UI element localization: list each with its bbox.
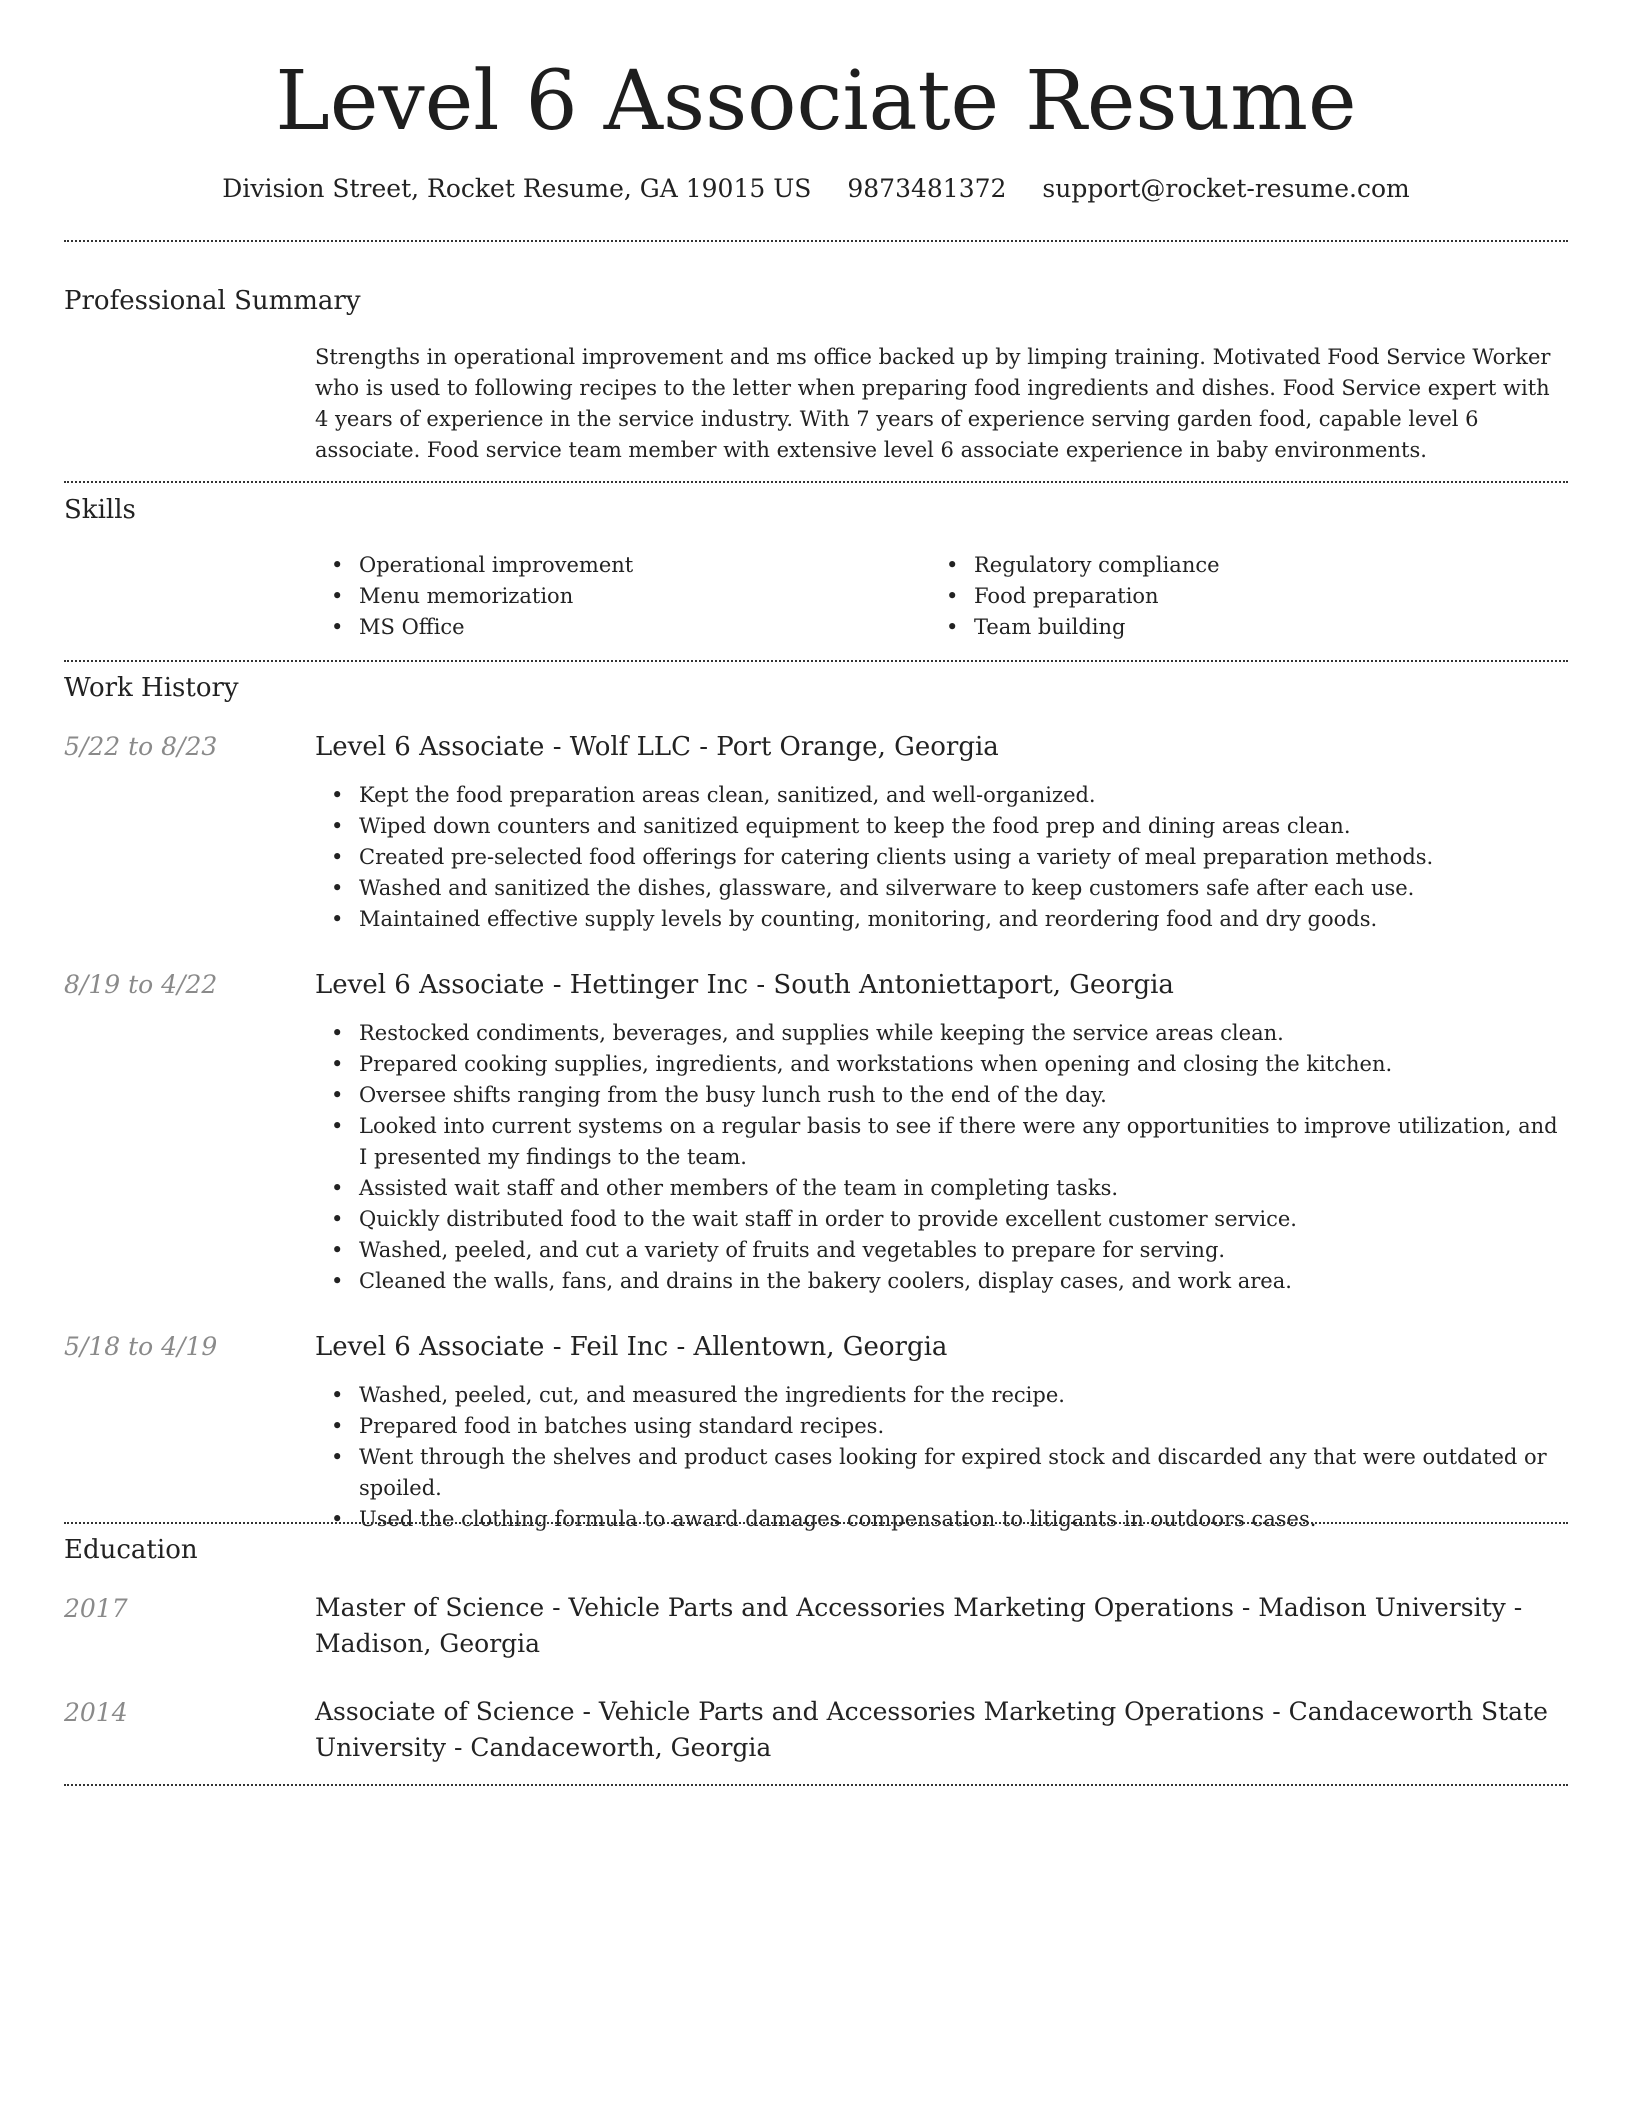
job-bullet: • Maintained effective supply levels by counting, monitoring, and reordering food and dry goods. xyxy=(315,904,1568,935)
section-heading-summary: Professional Summary xyxy=(64,286,361,316)
resume-title: Level 6 Associate Resume xyxy=(275,54,1357,149)
job-bullet: • Cleaned the walls, fans, and drains in the bakery coolers, display cases, and work area. xyxy=(315,1266,1568,1297)
job-bullet: • Washed, peeled, and cut a variety of fruits and vegetables to prepare for serving. xyxy=(315,1235,1568,1266)
skill-item: • MS Office xyxy=(315,612,915,643)
job-bullet: • Kept the food preparation areas clean, sanitized, and well-organized. xyxy=(315,780,1568,811)
job-bullet: • Washed and sanitized the dishes, glassware, and silverware to keep customers safe after each use. xyxy=(315,873,1568,904)
section-heading-skills: Skills xyxy=(64,495,136,525)
job-bullet: • Oversee shifts ranging from the busy lunch rush to the end of the day. xyxy=(315,1080,1568,1111)
job-bullet: • Used the clothing formula to award damages compensation to litigants in outdoors cases. xyxy=(315,1504,1568,1535)
job-bullet: • Wiped down counters and sanitized equipment to keep the food prep and dining areas clean. xyxy=(315,811,1568,842)
education-title: Associate of Science - Vehicle Parts and Accessories Marketing Operations - Candaceworth State University - Candaceworth, Georgia xyxy=(315,1697,1548,1762)
job-bullet: • Looked into current systems on a regular basis to see if there were any opportunities to improve utilization, and I presented my findings to the team. xyxy=(315,1111,1568,1173)
job-bullets xyxy=(315,1018,1568,1297)
education-year: 2017 xyxy=(64,1594,128,1623)
summary-text: Strengths in operational improvement and ms office backed up by limping training. Motivated Food Service Worker who is used to following recipes to the letter when preparing food ingredients and dishes. Food Service expert with 4 years of experience in the service industry. With 7 years of experience serving garden food, capable level 6 associate. Food service team member with extensive level 6 associate experience in baby environments. xyxy=(315,345,1551,462)
job-bullets xyxy=(315,780,1568,935)
skills-list-right xyxy=(930,550,1530,643)
divider xyxy=(64,481,1568,483)
divider xyxy=(64,1784,1568,1786)
job-dates: 5/22 to 8/23 xyxy=(64,732,218,761)
job-bullet: • Assisted wait staff and other members of the team in completing tasks. xyxy=(315,1173,1568,1204)
job-bullet: • Washed, peeled, cut, and measured the ingredients for the recipe. xyxy=(315,1380,1568,1411)
skill-item: • Regulatory compliance xyxy=(930,550,1530,581)
skill-item: • Menu memorization xyxy=(315,581,915,612)
job-dates: 5/18 to 4/19 xyxy=(64,1332,218,1361)
divider xyxy=(64,660,1568,662)
skill-item: • Operational improvement xyxy=(315,550,915,581)
job-title: Level 6 Associate - Wolf LLC - Port Orange, Georgia xyxy=(315,732,999,762)
job-bullet: • Created pre-selected food offerings for catering clients using a variety of meal preparation methods. xyxy=(315,842,1568,873)
contact-email: support@rocket-resume.com xyxy=(1042,174,1410,203)
education-title: Master of Science - Vehicle Parts and Accessories Marketing Operations - Madison University - Madison, Georgia xyxy=(315,1593,1523,1658)
skill-item: • Team building xyxy=(930,612,1530,643)
job-bullet: • Quickly distributed food to the wait staff in order to provide excellent customer service. xyxy=(315,1204,1568,1235)
divider xyxy=(64,1522,1568,1524)
job-bullet: • Prepared food in batches using standard recipes. xyxy=(315,1411,1568,1442)
contact-phone: 9873481372 xyxy=(847,174,1007,203)
divider xyxy=(64,240,1568,242)
job-bullet: • Restocked condiments, beverages, and supplies while keeping the service areas clean. xyxy=(315,1018,1568,1049)
job-title: Level 6 Associate - Hettinger Inc - South Antoniettaport, Georgia xyxy=(315,970,1174,1000)
skills-list-left xyxy=(315,550,915,643)
job-bullets xyxy=(315,1380,1568,1535)
job-bullet: • Prepared cooking supplies, ingredients, and workstations when opening and closing the kitchen. xyxy=(315,1049,1568,1080)
contact-address: Division Street, Rocket Resume, GA 19015 US xyxy=(222,174,812,203)
education-year: 2014 xyxy=(64,1698,128,1727)
section-heading-work: Work History xyxy=(64,673,239,703)
section-heading-education: Education xyxy=(64,1535,198,1565)
job-bullet: • Went through the shelves and product cases looking for expired stock and discarded any that were outdated or spoiled. xyxy=(315,1442,1568,1504)
job-dates: 8/19 to 4/22 xyxy=(64,970,218,999)
contact-line xyxy=(0,172,1632,206)
job-title: Level 6 Associate - Feil Inc - Allentown, Georgia xyxy=(315,1332,948,1362)
skill-item: • Food preparation xyxy=(930,581,1530,612)
